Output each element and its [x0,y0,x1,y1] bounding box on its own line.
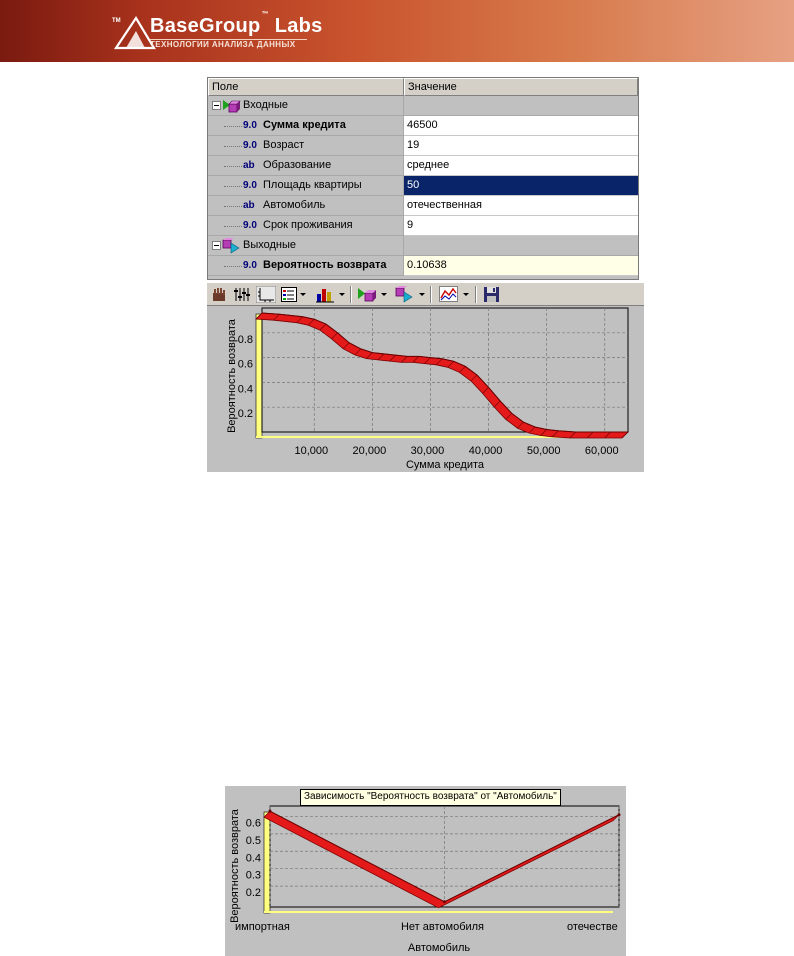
x-tick-label: 40,000 [468,445,503,457]
group-cell-outputs [208,236,404,256]
group-value-inputs [404,96,638,116]
collapse-toggle-icon[interactable] [212,101,221,110]
chevron-down-icon[interactable] [381,293,387,296]
field-cell [208,116,404,136]
numeric-type-icon: 9.0 [243,220,257,231]
output-group-icon [222,238,242,254]
value-input[interactable]: отечественная [404,196,638,216]
chart-toolbar [207,282,644,306]
column-header-field[interactable]: Поле [208,78,404,96]
x-tick-label: отечестве [567,921,618,933]
string-type-icon: ab [243,160,255,171]
brand-name [150,11,323,38]
output-value: 0.10638 [404,256,638,276]
svg-text:TM: TM [112,18,121,24]
y-axis-label: Вероятность возврата [229,809,241,923]
toolbar-separator [430,286,432,303]
field-cell [208,176,404,196]
field-cell [208,256,404,276]
input-group-icon [222,98,242,114]
toolbar-separator [350,286,352,303]
tree-line [224,166,242,167]
field-label: Автомобиль [263,199,326,211]
brand-text: BaseGroup [150,15,261,37]
x-tick-label: Нет автомобиля [400,921,485,933]
grid-row[interactable] [208,136,638,156]
credit-amount-chart-svg [207,306,644,472]
column-header-value[interactable]: Значение [404,78,638,96]
field-cell [208,156,404,176]
group-cell-inputs [208,96,404,116]
x-axis-label: Автомобиль [407,942,471,954]
x-axis-label: Сумма кредита [405,459,485,471]
car-chart [225,786,626,956]
group-label-outputs: Выходные [243,239,297,251]
value-input[interactable]: среднее [404,156,638,176]
field-label: Вероятность возврата [263,259,387,271]
x-tick-label: импортная [235,921,290,933]
grid-header [208,78,638,96]
x-tick-label: 10,000 [294,445,329,457]
property-grid [207,77,639,280]
input-play-icon[interactable] [357,286,377,303]
tree-line [224,226,242,227]
numeric-type-icon: 9.0 [243,260,257,271]
group-label-inputs: Входные [243,99,288,111]
tree-line [224,146,242,147]
y-tick-label: 0.2 [237,408,253,421]
x-tick-label: 20,000 [352,445,387,457]
chart-wall [264,812,270,913]
numeric-type-icon: 9.0 [243,120,257,131]
value-input-selected[interactable]: 50 [404,176,638,196]
tree-line [224,206,242,207]
tree-line [224,186,242,187]
y-tick-label: 0.6 [245,817,261,830]
grid-row-output[interactable] [208,256,638,276]
field-cell [208,196,404,216]
toolbar-separator [475,286,477,303]
chevron-down-icon[interactable] [339,293,345,296]
chart-wall [256,314,262,438]
tree-line [224,126,242,127]
grid-row[interactable] [208,216,638,236]
car-chart-svg [225,786,626,956]
x-tick-label: 60,000 [584,445,619,457]
field-label: Срок проживания [263,219,353,231]
grid-row[interactable] [208,156,638,176]
numeric-type-icon: 9.0 [243,140,257,151]
group-row-outputs[interactable] [208,236,638,256]
credit-amount-chart [207,306,644,472]
group-value-outputs [404,236,638,256]
bar-chart-icon[interactable] [315,286,335,303]
collapse-toggle-icon[interactable] [212,241,221,250]
group-row-inputs[interactable] [208,96,638,116]
brand-subtitle: ТЕХНОЛОГИИ АНАЛИЗА ДАННЫХ [150,40,296,49]
chevron-down-icon[interactable] [300,293,306,296]
field-label: Сумма кредита [263,119,346,131]
y-tick-label: 0.8 [237,333,253,346]
value-input[interactable]: 9 [404,216,638,236]
field-cell [208,136,404,156]
numeric-type-icon: 9.0 [243,180,257,191]
x-tick-label: 50,000 [526,445,561,457]
x-tick-label: 30,000 [410,445,445,457]
sliders-icon[interactable] [233,286,251,303]
y-tick-label: 0.6 [237,358,253,371]
save-icon[interactable] [483,286,501,303]
y-tick-label: 0.3 [245,869,261,882]
grid-row[interactable] [208,116,638,136]
y-tick-label: 0.5 [245,834,261,847]
value-input[interactable]: 46500 [404,116,638,136]
grid-row[interactable] [208,196,638,216]
header-banner [0,0,794,62]
grid-row[interactable] [208,176,638,196]
value-input[interactable]: 19 [404,136,638,156]
hand-icon[interactable] [210,286,228,303]
legend-icon[interactable] [281,286,297,303]
y-tick-label: 0.4 [245,852,261,865]
field-label: Площадь квартиры [263,179,362,191]
chevron-down-icon[interactable] [419,293,425,296]
y-tick-label: 0.2 [245,887,261,900]
field-label: Возраст [263,139,305,151]
field-cell [208,216,404,236]
tree-line [224,266,242,267]
y-tick-label: 0.4 [237,383,253,396]
output-play-icon[interactable] [395,286,415,303]
y-axis-label: Вероятность возврата [226,319,238,433]
field-label: Образование [263,159,332,171]
brand-tm: ™ [261,11,269,18]
brand-suffix: Labs [274,15,323,37]
chart-tooltip: Зависимость "Вероятность возврата" от "Автомобиль" [300,789,561,806]
chart-floor [264,911,613,913]
axes-icon[interactable] [256,286,276,303]
line-chart-icon[interactable] [439,286,459,303]
string-type-icon: ab [243,200,255,211]
chevron-down-icon[interactable] [463,293,469,296]
